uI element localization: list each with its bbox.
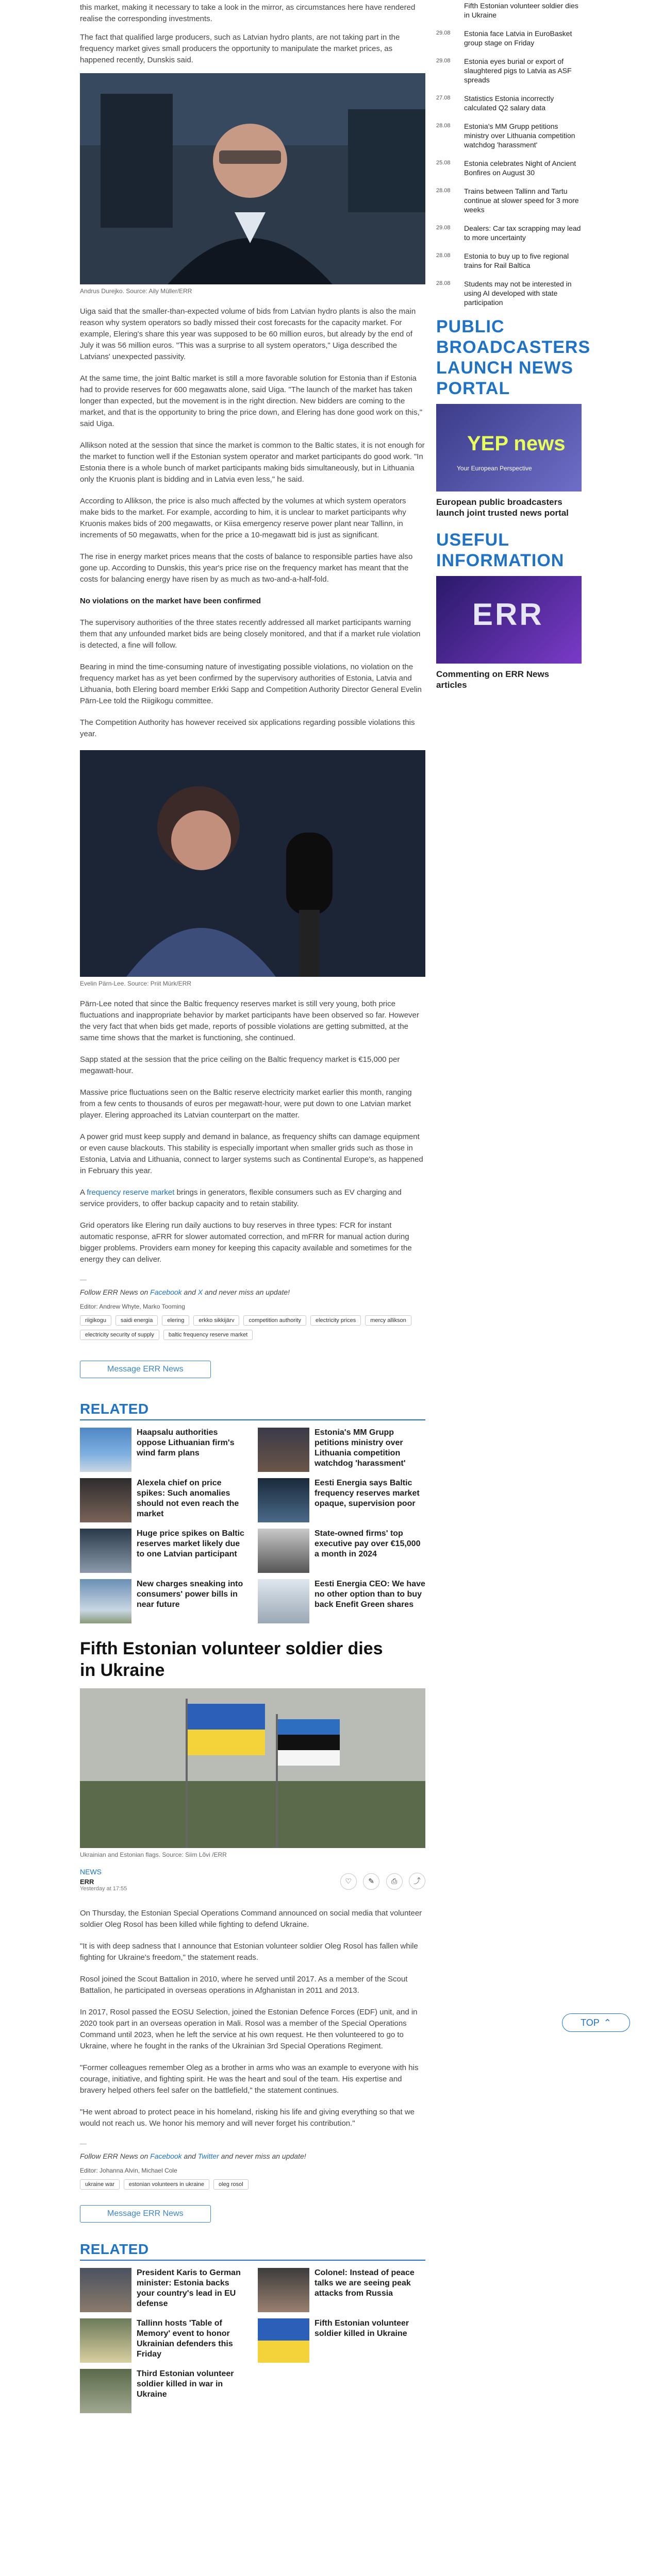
tag[interactable]: electricity prices [310, 1315, 361, 1326]
news-time [436, 1, 457, 20]
related-title: Alexela chief on price spikes: Such anomalies should not even reach the market [137, 1479, 239, 1518]
related-title: State-owned firms' top executive pay over €15,000 a month in 2024 [315, 1529, 421, 1558]
promo-news-portal[interactable] [436, 316, 591, 518]
article-paragraph: The Competition Authority has however received six applications regarding possible violations this year. [80, 718, 415, 738]
promo-title: PUBLIC BROADCASTERS LAUNCH NEWS PORTAL [436, 317, 591, 398]
top-label: TOP [581, 2017, 600, 2028]
flags-photo [80, 1688, 425, 1848]
thumbnail [80, 2318, 131, 2363]
text-segment: brings in generators, flexible consumers such as EV charging and service providers, to offer backup capacity and to retain stability. [80, 1188, 402, 1208]
related-item[interactable] [258, 2268, 425, 2312]
text-segment: and [181, 1288, 198, 1296]
related-title: Colonel: Instead of peace talks we are seeing peak attacks from Russia [315, 2268, 415, 2298]
related-item[interactable] [80, 2369, 247, 2413]
thumbnail [258, 2268, 309, 2312]
related-title: President Karis to German minister: Estonia backs your country's lead in EU defense [137, 2268, 241, 2308]
article-paragraph: The rise in energy market prices means that the costs of balance to responsible parties have also gone up. According to Dunskis, this year's price rise on the frequency market has meant that the costs for balancing energy have risen by as much as two-and-a-half-fold. [80, 552, 413, 584]
portrait-photo [80, 750, 425, 977]
tag[interactable]: ukraine war [80, 2179, 120, 2190]
category-label[interactable]: NEWS [80, 1868, 102, 1876]
source-label: ERR [80, 1878, 94, 1886]
edit-icon[interactable]: ✎ [363, 1873, 379, 1890]
article-photo-flags [80, 1688, 425, 1848]
article-paragraph: At the same time, the joint Baltic market is still a more favorable solution for Estonia than if Estonia had to provide reserves for 600 megawatts alone, said Uiga. "The launch of the market has taken longer than expected, but the movement is in the right direction. New bidders are coming to the market, and that is the opportunity to bring the price down, and Elering has done good work on this," said Uiga. [80, 374, 423, 428]
related-item[interactable] [80, 2268, 247, 2312]
thumbnail [80, 1529, 131, 1573]
thumbnail [80, 2268, 131, 2312]
news-time: 28.08 [436, 188, 451, 194]
article-paragraph: According to Allikson, the price is also much affected by the volumes at which system operators make bids to the market. For example, according to him, it is unclear to market participants why Kruonis makes bids of 200 megawatts, or Kiisa emergency reserve power plant near Tallinn, in increments of 50 megawatts, when for the price a 10-megawatt bid is just as significant. [80, 497, 406, 539]
article-paragraph [80, 1187, 425, 1210]
tag[interactable]: oleg rosol [213, 2179, 249, 2190]
related-item[interactable] [80, 1428, 247, 1472]
thumbnail [258, 1478, 309, 1522]
thumbnail [80, 1579, 131, 1623]
photo-caption: Andrus Durejko. Source: Aily Müller/ERR [80, 287, 192, 295]
related-item[interactable] [258, 1579, 425, 1623]
article-paragraph: "He went abroad to protect peace in his homeland, risking his life and giving everything so that we would not reach us. We honor his memory and will never forget his contribution." [80, 2108, 415, 2128]
thumbnail [258, 1428, 309, 1472]
sidebar-news-item[interactable] [436, 251, 582, 270]
sidebar-news-item[interactable] [436, 57, 582, 84]
article-paragraph: Rosol joined the Scout Battalion in 2010, where he served until 2017. As a member of the Scout Battalion, he participated in overseas operations in Afghanistan in 2011 and 2013. [80, 1975, 408, 1995]
tag-list [80, 2179, 425, 2190]
divider [80, 1419, 425, 1420]
thumbnail [258, 1579, 309, 1623]
text-segment: and never miss an update! [219, 2152, 306, 2160]
promo-caption: Commenting on ERR News articles [436, 669, 550, 690]
err-banner [436, 576, 582, 664]
facebook-link[interactable]: Facebook [150, 1288, 182, 1296]
photo-caption: Ukrainian and Estonian flags. Source: Siim Lõvi /ERR [80, 1851, 227, 1858]
article-paragraph: Uiga said that the smaller-than-expected volume of bids from Latvian hydro plants is also the main reason why system operators so badly missed their cost forecasts for the capacity market. For example, Elering's share this year was supposed to be 60 million euros, but already by the end of July it was 56 million euros. "This was a surprise to all system operators," Uiga described the Latvians' unexpected passivity. [80, 307, 416, 361]
news-time: 28.08 [436, 280, 451, 286]
text-segment: and never miss an update! [203, 1288, 290, 1296]
promo-useful-info[interactable] [436, 530, 582, 690]
tag[interactable]: competition authority [243, 1315, 306, 1326]
share-tools [336, 1873, 425, 1890]
news-title: Estonia's MM Grupp petitions ministry over Lithuania competition watchdog 'harassment' [464, 122, 575, 149]
thumbnail [80, 1428, 131, 1472]
twitter-link[interactable]: Twitter [197, 2152, 219, 2160]
sidebar [436, 0, 591, 690]
text-segment: and [181, 2152, 198, 2160]
share-icon[interactable]: ⤴ [409, 1873, 425, 1889]
related-title: New charges sneaking into consumers' power bills in near future [137, 1580, 243, 1609]
tag[interactable]: elering [162, 1315, 189, 1326]
article-2 [80, 1638, 425, 2413]
sidebar-news-item[interactable] [436, 279, 582, 307]
news-time: 28.08 [436, 252, 451, 259]
news-title: Estonia celebrates Night of Ancient Bonfires on August 30 [464, 159, 576, 177]
editors: Editor: Andrew Whyte, Marko Tooming [80, 1303, 185, 1310]
article-paragraph: In 2017, Rosol passed the EOSU Selection, joined the Estonian Defence Forces (EDF) unit, and in 2020 took part in an overseas operation in Mali. Rosol was a member of the Special Operations Command until 2023, when he left the service at his own request. He then volunteered to go to Ukraine, where he fought in the ranks of the Ukrainian 3rd Special Operations Regiment. [80, 2008, 418, 2050]
article-paragraph: Bearing in mind the time-consuming nature of investigating possible violations, no violation on the frequency market has as yet been confirmed by the supervisory authorities of Estonia, Latvia and Lithuania, both Elering board member Erkki Sapp and Competition Authority Director General Evelin Pärn-Lee told the Riigikogu committee. [80, 663, 422, 705]
related-title: Tallinn hosts 'Table of Memory' event to honor Ukrainian defenders this Friday [137, 2319, 233, 2359]
promo-title: USEFUL INFORMATION [436, 530, 565, 570]
article-meta [80, 1868, 425, 1899]
sidebar-news-item[interactable] [436, 159, 582, 177]
article-paragraph: On Thursday, the Estonian Special Operations Command announced on social media that volunteer soldier Oleg Rosol has been killed while fighting to defend Ukraine. [80, 1909, 422, 1929]
promo-caption: European public broadcasters launch joint trusted news portal [436, 497, 569, 518]
article-paragraph: Sapp stated at the session that the price ceiling on the Baltic frequency market is €15,000 per megawatt-hour. [80, 1055, 400, 1075]
related-title: Huge price spikes on Baltic reserves market likely due to one Latvian participant [137, 1529, 244, 1558]
related-item[interactable] [80, 1529, 247, 1573]
article-photo-parn-lee [80, 750, 425, 977]
related-heading: RELATED [80, 1401, 149, 1417]
news-title: Estonia face Latvia in EuroBasket group stage on Friday [464, 29, 572, 47]
text-segment: Follow ERR News on [80, 2152, 151, 2160]
publish-date: Yesterday at 17:55 [80, 1886, 127, 1892]
related-grid [80, 1428, 425, 1623]
x-link[interactable]: X [197, 1288, 203, 1296]
divider [80, 2260, 425, 2261]
tag[interactable]: baltic frequency reserve market [163, 1330, 253, 1340]
related-title: Third Estonian volunteer soldier killed in war in Ukraine [137, 2369, 234, 2399]
news-title: Estonia eyes burial or export of slaughtered pigs to Latvia as ASF spreads [464, 57, 572, 84]
news-time: 25.08 [436, 160, 451, 166]
news-time: 28.08 [436, 123, 451, 129]
tag-list [80, 1315, 425, 1340]
chevron-up-icon: ⌃ [603, 2017, 611, 2028]
yep-news-logo: YEP news [467, 432, 566, 455]
sidebar-news-item[interactable] [436, 94, 582, 112]
thumbnail [258, 1529, 309, 1573]
article-paragraph: Grid operators like Elering run daily auctions to buy reserves in three types: FCR for instant automatic response, aFRR for slower automated correction, and mFRR for manual action during bigger problems. Providers earn money for keeping this capacity available and sometimes for the energy they can deliver. [80, 1221, 412, 1264]
related-title: Estonia's MM Grupp petitions ministry over Lithuania competition watchdog 'harassment' [315, 1428, 406, 1468]
tag[interactable]: estonian volunteers in ukraine [124, 2179, 209, 2190]
article-paragraph: "Former colleagues remember Oleg as a brother in arms who was an example to everyone with his courage, initiative, and fighting spirit. He was the heart and soul of the team. His expertise and bravery helped others feel safer on the battlefield," the statement continues. [80, 2063, 419, 2095]
follow-line [80, 1286, 425, 1298]
tag[interactable]: mercy allikson [365, 1315, 411, 1326]
tag[interactable]: saidi energia [115, 1315, 158, 1326]
separator: — [80, 1276, 87, 1283]
editors: Editor: Johanna Alvin, Michael Cole [80, 2167, 177, 2174]
news-title: Fifth Estonian volunteer soldier dies in Ukraine [464, 2, 578, 19]
related-heading: RELATED [80, 2241, 149, 2257]
print-icon[interactable]: ⎙ [386, 1873, 403, 1890]
article-subheading: No violations on the market have been confirmed [80, 597, 261, 605]
related-grid [80, 2268, 425, 2413]
news-time: 29.08 [436, 58, 451, 64]
text-segment: Follow ERR News on [80, 1288, 151, 1296]
sidebar-news-item[interactable] [436, 224, 582, 242]
article-paragraph: The supervisory authorities of the three states recently addressed all market participants warning them that any unfounded market bids are being closely monitored, and that if a market rule violation is detected, a fine will follow. [80, 618, 421, 650]
article-paragraph: A power grid must keep supply and demand in balance, as frequency shifts can damage equipment or even cause blackouts. This stability is especially important when smaller grids such as those in Estonia, Latvia and Lithuania, connect to larger systems such as Continental Europe's, as happened in February this year. [80, 1132, 423, 1175]
sidebar-news-item[interactable] [436, 29, 582, 47]
news-time: 27.08 [436, 95, 451, 101]
related-section [80, 2241, 425, 2413]
news-time: 29.08 [436, 30, 451, 36]
related-item[interactable] [258, 2318, 425, 2363]
news-title: Trains between Tallinn and Tartu continue at slower speed for 3 more weeks [464, 187, 579, 214]
scroll-top-button[interactable] [562, 2013, 630, 2032]
message-err-news-button[interactable]: Message ERR News [80, 1361, 211, 1378]
sidebar-news-list [436, 0, 582, 307]
related-item[interactable] [80, 1478, 247, 1522]
related-item[interactable] [80, 2318, 247, 2363]
related-item[interactable] [80, 1579, 247, 1623]
news-title: Statistics Estonia incorrectly calculated Q2 salary data [464, 94, 554, 112]
sidebar-news-item[interactable] [436, 122, 582, 149]
news-title: Students may not be interested in using AI developed with state participation [464, 280, 572, 307]
follow-line [80, 2150, 425, 2162]
related-item[interactable] [258, 1478, 425, 1522]
article-paragraph: Massive price fluctuations seen on the Baltic reserve electricity market earlier this month, ranging from a few cents to thousands of euros per megawatt-hour, were put down to one Latvian market player. Elering approached its Latvian counterpart on the matter. [80, 1088, 412, 1120]
yep-news-tagline: Your European Perspective [457, 465, 532, 472]
related-title: Haapsalu authorities oppose Lithuanian firm's wind farm plans [137, 1428, 235, 1458]
news-time: 29.08 [436, 225, 451, 231]
article-paragraph: Pärn-Lee noted that since the Baltic frequency reserves market is still very young, both price fluctuations and inappropriate behavior by market participants have been observed so far. However the very fact that when bids get made, reports of possible violations are getting submitted, at the same time shows that the market is functioning, she continued. [80, 999, 419, 1042]
related-title: Eesti Energia says Baltic frequency reserves market opaque, supervision poor [315, 1479, 420, 1508]
err-logo: ERR [472, 597, 544, 632]
text-segment: A [80, 1188, 87, 1197]
article-paragraph: "It is with deep sadness that I announce that Estonian volunteer soldier Oleg Rosol has fallen while fighting for Ukraine's freedom," the statement reads. [80, 1942, 418, 1962]
article-photo-durejko [80, 73, 425, 284]
article-paragraph: this market, making it necessary to take a look in the mirror, as circumstances here have rendered realise the corresponding investments. [80, 3, 416, 23]
heart-icon[interactable]: ♡ [340, 1873, 357, 1890]
news-title: Dealers: Car tax scrapping may lead to more uncertainty [464, 224, 581, 242]
portrait-photo [80, 73, 425, 284]
tag[interactable]: electricity security of supply [80, 1330, 159, 1340]
article-title: Fifth Estonian volunteer soldier dies in Ukraine [80, 1639, 383, 1680]
sidebar-news-item[interactable] [436, 187, 582, 214]
article-paragraph: The fact that qualified large producers, such as Latvian hydro plants, are not taking part in the frequency market gives small producers the opportunity to manipulate the market prices, as happened recently, Dunskis said. [80, 33, 400, 64]
main-column [80, 0, 425, 2413]
related-item[interactable] [258, 1529, 425, 1573]
article-paragraph: Allikson noted at the session that since the market is common to the Baltic states, it is not enough for the market to function well if the Estonian system operator and market participants do good work. "In Estonia there is a whole bunch of market participants making bids simultaneously, but in Lithuania only the Kruonis plant is bidding and in Latvia even less," he said. [80, 441, 425, 484]
frequency-reserve-market-link[interactable]: frequency reserve market [87, 1188, 175, 1197]
photo-caption: Evelin Pärn-Lee. Source: Priit Mürk/ERR [80, 980, 192, 987]
related-item[interactable] [258, 1428, 425, 1472]
message-err-news-button[interactable]: Message ERR News [80, 2205, 211, 2223]
separator: — [80, 2140, 87, 2147]
related-section [80, 1401, 425, 1623]
news-title: Estonia to buy up to five regional trains for Rail Baltica [464, 252, 569, 269]
related-title: Fifth Estonian volunteer soldier killed in Ukraine [315, 2319, 409, 2338]
thumbnail [258, 2318, 309, 2363]
tag[interactable]: riigikogu [80, 1315, 111, 1326]
tag[interactable]: erkko sikkijärv [193, 1315, 239, 1326]
thumbnail [80, 1478, 131, 1522]
related-title: Eesti Energia CEO: We have no other option than to buy back Enefit Green shares [315, 1580, 425, 1609]
facebook-link[interactable]: Facebook [150, 2152, 182, 2160]
sidebar-news-item[interactable] [436, 1, 582, 20]
yep-news-banner [436, 404, 582, 492]
thumbnail [80, 2369, 131, 2413]
